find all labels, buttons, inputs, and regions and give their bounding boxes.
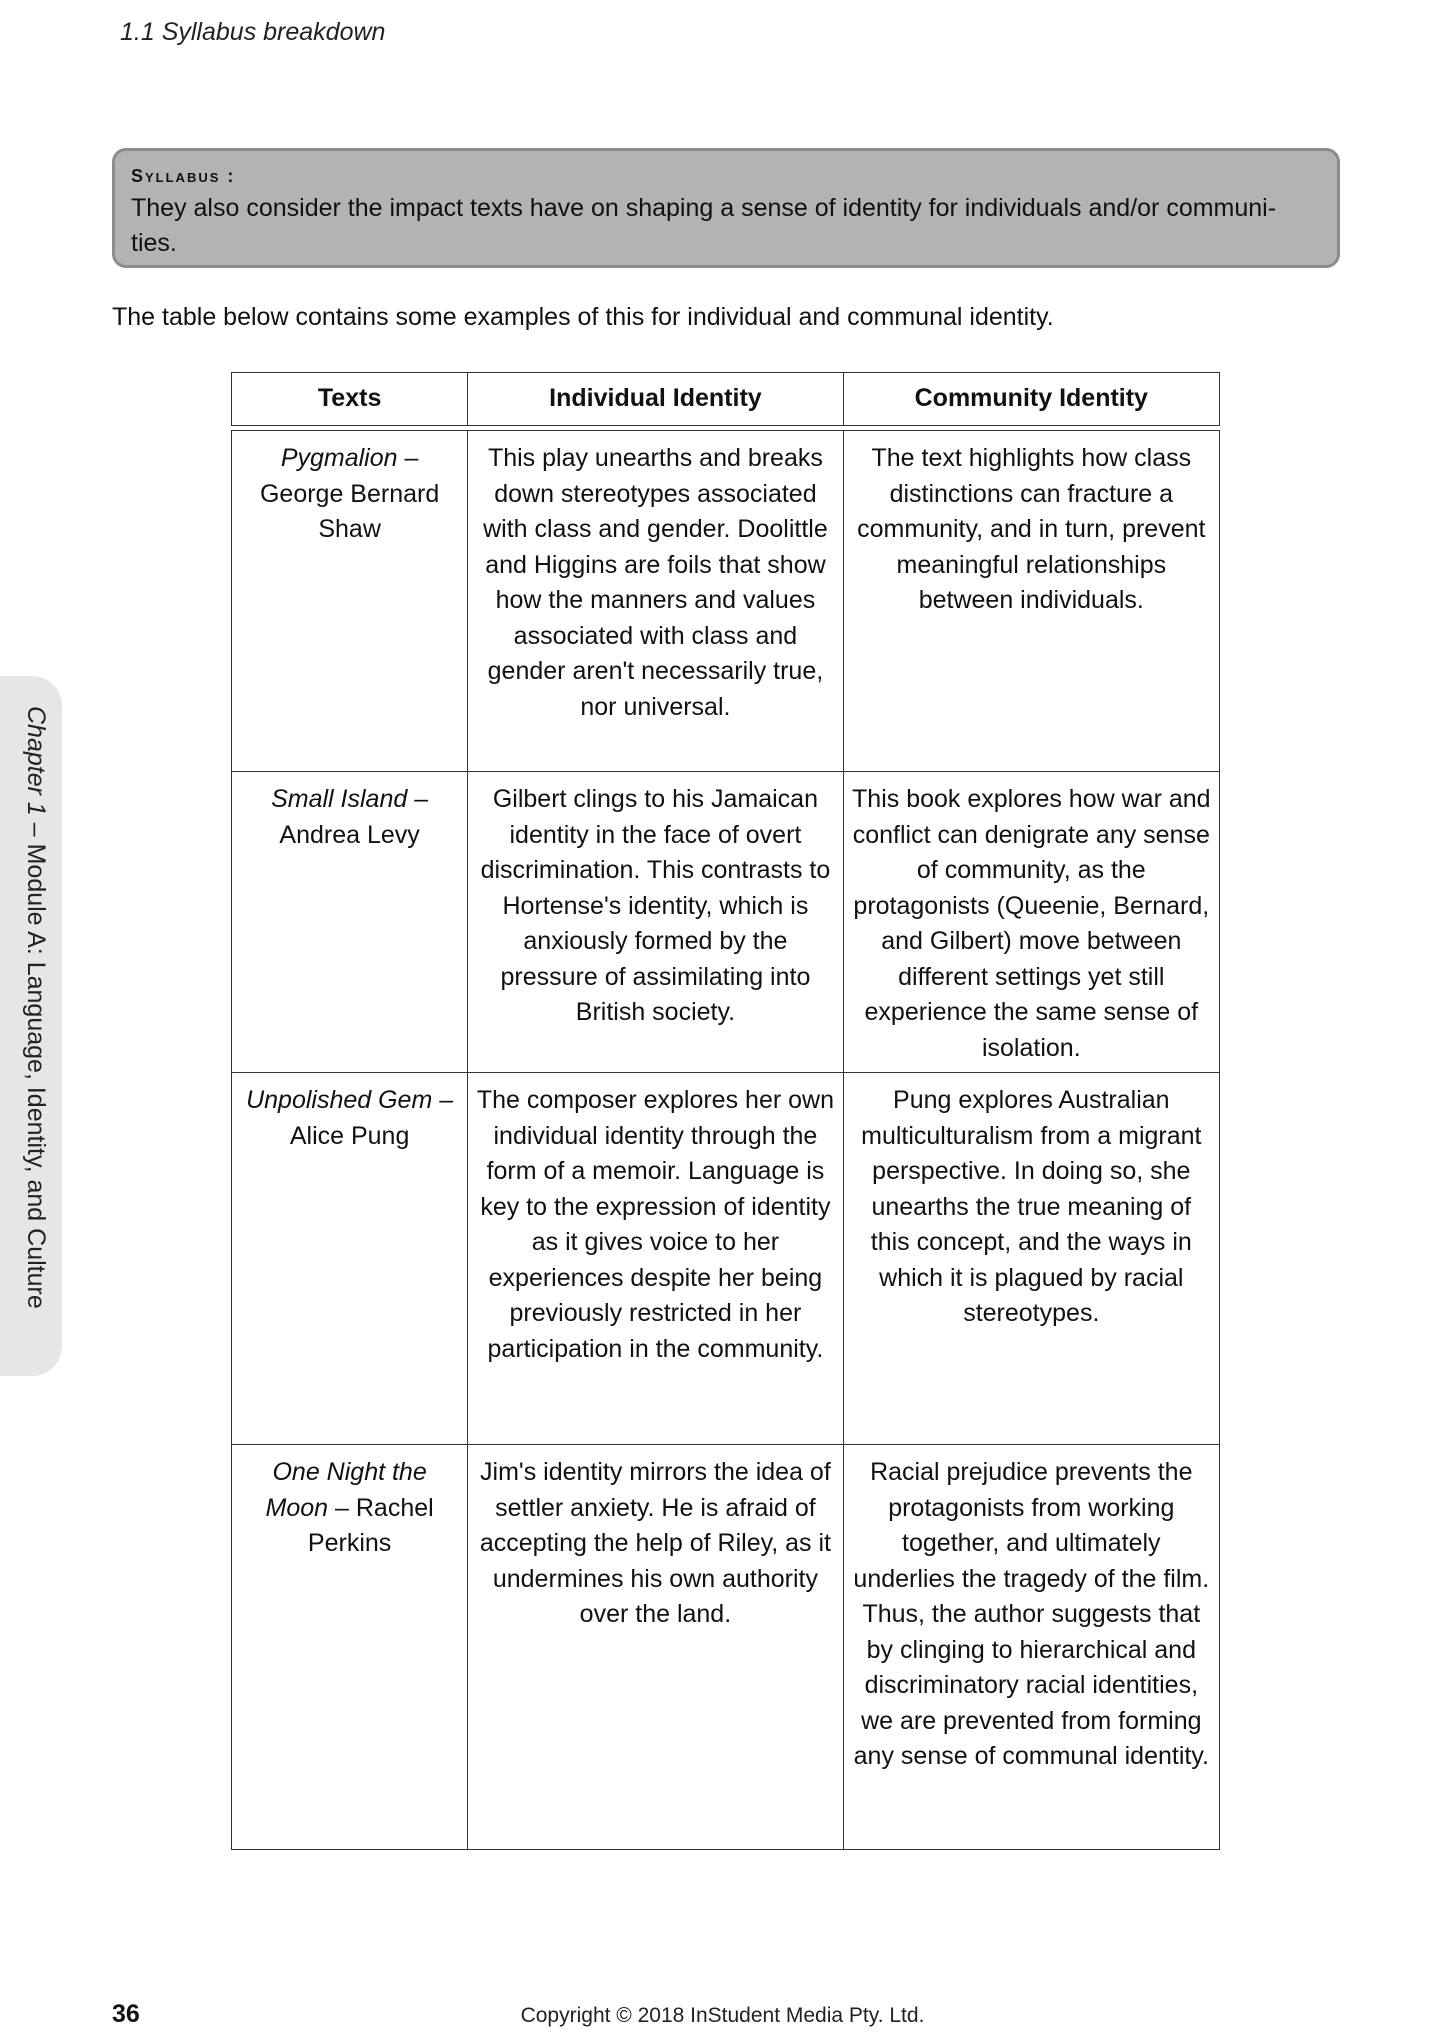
header-community-identity: Community Identity (843, 373, 1219, 426)
text-cell (232, 772, 468, 1073)
text-author: – Rachel Perkins (307, 1493, 434, 1557)
page-number: 36 (112, 2000, 140, 2028)
text-author: – George Bernard Shaw (259, 444, 440, 543)
chapter-number: Chapter 1 (22, 706, 50, 816)
running-header: 1.1 Syllabus breakdown (120, 18, 386, 46)
community-cell: Pung explores Australian multiculturalism from a migrant perspective. In doing so, she unearths the true meaning of this concept, and the ways in which it is plagued by racial stereotypes. (843, 1073, 1219, 1445)
header-individual-identity: Individual Identity (468, 373, 843, 426)
individual-cell: This play unearths and breaks down stereotypes associated with class and gender. Doolittle and Higgins are foils that show how the manners and values associated with class and gender aren't necessarily true, nor universal. (468, 431, 843, 772)
individual-cell: The composer explores her own individual identity through the form of a memoir. Language is key to the expression of identity as it gives voice to her experiences despite her being previously restricted in her participation in the community. (468, 1073, 843, 1445)
text-title: Unpolished Gem (246, 1086, 433, 1114)
table-row (232, 1445, 1220, 1850)
individual-cell: Gilbert clings to his Jamaican identity in the face of overt discrimination. This contrasts to Hortense's identity, which is anxiously formed by the pressure of assimilating into British society. (468, 772, 843, 1073)
syllabus-text (131, 191, 1321, 261)
individual-cell: Jim's identity mirrors the idea of settler anxiety. He is afraid of accepting the help of Riley, as it undermines his own authority over the land. (468, 1445, 843, 1850)
community-cell: Racial prejudice prevents the protagonists from working together, and ultimately underlies the tragedy of the film. Thus, the author suggests that by clinging to hierarchical and discriminatory racial identities, we are prevented from forming any sense of communal identity. (843, 1445, 1219, 1850)
copyright-notice: Copyright © 2018 InStudent Media Pty. Ltd. (520, 2004, 925, 2027)
community-cell: The text highlights how class distinctions can fracture a community, and in turn, prevent meaningful relationships between individuals. (843, 431, 1219, 772)
syllabus-text-line1: They also consider the impact texts have on shaping a sense of identity for individuals and/or communi- (131, 194, 1277, 222)
community-cell: This book explores how war and conflict can denigrate any sense of community, as the protagonists (Queenie, Bernard, and Gilbert) move between different settings yet still experience the same sense of isolation. (843, 772, 1219, 1073)
text-title: One Night the Moon (265, 1458, 427, 1522)
chapter-side-label (10, 706, 50, 1346)
text-title: Pygmalion (280, 444, 398, 472)
text-author: – Andrea Levy (279, 785, 429, 849)
table-row (232, 1073, 1220, 1445)
syllabus-text-line2: ties. (131, 229, 177, 257)
text-cell (232, 1073, 468, 1445)
text-cell (232, 431, 468, 772)
header-texts: Texts (232, 373, 468, 426)
identity-table (231, 372, 1220, 1850)
table-row (232, 431, 1220, 772)
text-author: – Alice Pung (289, 1086, 454, 1150)
syllabus-callout (112, 148, 1340, 268)
table-row (232, 772, 1220, 1073)
intro-paragraph: The table below contains some examples of this for individual and communal identity. (112, 303, 1054, 331)
text-cell (232, 1445, 468, 1850)
text-title: Small Island (271, 785, 408, 813)
syllabus-label: Syllabus : (131, 166, 236, 186)
chapter-module-title: – Module A: Language, Identity, and Culture (22, 815, 50, 1309)
